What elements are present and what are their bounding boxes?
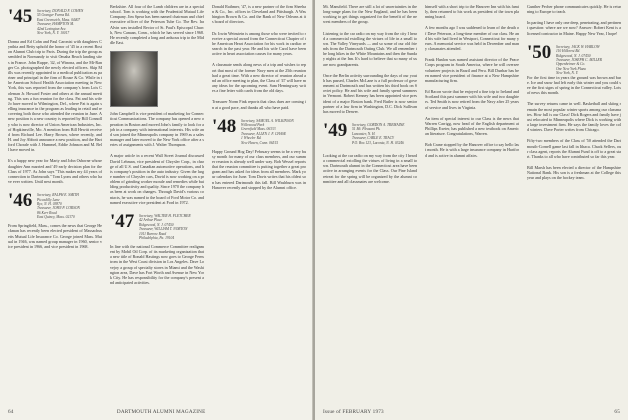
class-header-48 [212, 116, 306, 146]
class-secretary-info: Secretary, SAMUEL A. WILKINSON Willowood Park Greenfield Mass. 06333 Treasurer, ALLEN J. F. CHASE 1 Wheeler Rd. New Haven, Conn. 06515 [241, 118, 294, 145]
class-year-heading: '48 [212, 115, 237, 137]
page-footer-right [323, 409, 620, 415]
class-header-50 [527, 41, 621, 76]
magazine-title: DARTMOUTH ALUMNI MAGAZINE [116, 409, 206, 415]
class-notes-text: A major article in a recent Wall Street Journal discussed David Lehman, vice president of Chrysler Corp., in charge of all U.S. and Canadian automotive operations, and his company's position in the auto industry. Given the large number of Chrysler cars, David is now working on a problem of grinding worker morale and remedies while building productivity and quality. Since 1970 the company has been at work on changes. Through David's various contacts, he was named to the board of Ford Motor Co. and named executive vice president at Ford in 1972. [110, 153, 204, 205]
class-year-heading: '49 [323, 119, 348, 141]
class-notes-text: An item of special interest to our Class is the news that Warren Carrigg, now head of the English department at Phillips Exeter, has published a new textbook on American literature. Congratulations, Warren. [425, 115, 519, 137]
class-notes-text: Berkshire. All four of the Lamb children are in a special school. Tom is working with the Prudential Mutual Life Company. Jim Spear has been named chairman and chief executive officer of the Peterson Tube Co. The Rev. Ira Alvin was installed Rector of St. Paul's Episcopal Church, New Canaan, Conn., which he has served since 1968. He recently completed a long and arduous trip to the Middle East. [110, 4, 204, 46]
page-number: 64 [8, 409, 14, 415]
class-notes-text: Listening to the car radio on my way from the city I heard a commercial extolling the virtues of life in a small town. The Valley Vineyards — and so some of our old friends from the Dartmouth Outing Club. We all remember the long hikes in the White Mountains and then the Sunday nights at the Inn. It's hard to believe that so many of us are now grandparents. [323, 30, 417, 67]
class-notes-text: Mt. Mansfield. There are still a lot of uncertainties in the long-range plans for the New England, and he has been working to get things organized for the benefit of the newest members of the group. [323, 4, 417, 25]
class-notes-text: In parting I have only one deep, penetrating, and pertinent question: where are we now? Answer: Robert Kent is a licensed contractor in Maine. Happy New Year, I hope! [527, 20, 621, 36]
class-secretary-info: Secretary, DONALD F. COHEN 55 Granger Farms Rd. East Greenwich, Mass. 04407 Treasurer, HAMPTON M. 42nd Lexington Ave. New York, N. Y. 10017 [37, 9, 84, 36]
right-column-1 [323, 4, 417, 400]
class-notes-text: Dr. Irwin Weinstein is among those who were invited to receive a special award from the Connecticut Chapter of the American Heart Association for his work in cardiac research in the past year. He and his wife Carol have been active in heart association causes for many years. [212, 30, 306, 57]
class-notes-text: The survey returns came in well. Basketball and skiing remain the most popular winter sports among our classmates. How full is our Class! Dick Rogers and family have just relocated to Minneapolis where Dick is working with a large investment firm. He says the family loves the cold winters. Dave Porter writes from Chicago. [527, 101, 621, 133]
issue-date: Issue of FEBRUARY 1973 [323, 409, 384, 415]
class-notes-text: Once the Berlin activity surrounding the days of our youth has passed, Charles McLane is a full professor of government at Dartmouth and has written his third book on Soviet policy. He and his wife and family spend summers in Vermont. Robert Kenney has been appointed vice president of a major Boston bank. Fred Butler is now senior partner of a law firm in Washington, D.C. Dick Sullivan has moved to Denver. [323, 72, 417, 114]
class-year-heading: '45 [8, 6, 33, 27]
right-page [315, 0, 628, 420]
right-column-3 [527, 4, 621, 400]
class-notes-text: John Campbell is vice president of marketing for Connecticut Communications. The company has opened a new operation in Boston and moved John's family to look for a job in a company with international interests. His wife and son joined the Minneapolis company in 1969 as a sales manager and later moved to the New York office after a series of assignments with J. Walter Thompson. [110, 111, 204, 148]
class-notes-text: Treasurer Norm Fink reports that class dues are coming in at a good pace, and thanks all who have paid. [212, 99, 306, 110]
class-notes-text: For the first time in years the ground was brown and bare. Ice and snow had left early this winter and you could see the first signs of spring in the Connecticut valley. Lots of news this month. [527, 74, 621, 96]
class-notes-text: It's a happy new year for Marty and John Osborne whose daughter Ann married and '49 early decision plan for the Class of 1977. As John says "This makes my 44 years of connection to Dartmouth." Tom Lyons and others who have ever written. Until next month. [8, 158, 102, 185]
class-secretary-info: Secretary, GORDON A. TREMAINE 51 Mt. Pleasant Pk. Lancaster, N. H. Treasurer, CARLE E. TRACY P.O. Box 123, Laconia, N. H. 03246 [352, 122, 405, 145]
right-column-2 [425, 4, 519, 400]
class-secretary-info: Secretary, JACK W. HARLOW 110 Hillcrest Rd. Ridgewood, N. J. 07450 Treasurer, JOSEPH C. MILLER Oppenheimer & Co. One New York Plaza New York, N. Y. [556, 44, 602, 76]
class-notes-text: From Springfield, Mass., comes the news that George Heckman has recently been elected president of Massachusetts Mutual Life Insurance Co. George joined Mass. Mutual in 1946, was named group manager in 1960, senior vice president in 1966, and vice president in 1968. [8, 223, 102, 249]
class-secretary-info: Secretary, WALTER H. FLETCHER 42 Arthur Place Ridgewood, N. J. 07450 Treasurer, WILLIAM T. NORTON 1011 Barrow Road Philadelphia, Pa. 19104 [139, 213, 191, 240]
left-column-1 [8, 4, 102, 400]
class-secretary-info: Secretary, RALPH E. SMITH Piccadilly Lane Rye, N. H. 03870 Treasurer, JOHN P. CORSON 86 Kerr Road East Quincy, Mass. 02170 [37, 193, 80, 220]
portrait-photo [110, 51, 158, 107]
class-notes-text: Bill Marsh has been elected a director of the Hampshire National Bank. His son is a freshman at the College this year and plays on the hockey team. [527, 164, 621, 181]
class-notes-text: A classmate sends along news of a trip and wishes to report that most of the former Navy men at the 25th reunion had a great time. With a new director of reunion ahead and an office meeting to plan, the Class of '47 will have many ideas for the upcoming event. Sam Hemingway writes a fine letter with cards from the old days. [212, 62, 306, 94]
class-notes-text: himself with a short trip to the Hanover Inn with his family, then returned to his work as president of the town planning board. [425, 4, 519, 20]
class-notes-text: Fifty-two members of the Class of '50 attended the Dartmouth-Cornell game last fall in Ithaca. Chuck Sellers, our class agent, reports the Alumni Fund is off to a great start. Thanks to all who have contributed so far this year. [527, 138, 621, 159]
class-notes-text: Gunther Pecher phone communicates quickly. He is returning to Europe to teach. [527, 4, 621, 15]
left-column-3 [212, 4, 306, 400]
class-year-heading: '47 [110, 210, 135, 232]
class-notes-text: Ed Bacon wrote that he enjoyed a fine trip to Ireland and Scotland this past summer with his wife and two daughters. Ted Smith is now retired from the Navy after 25 years of service and lives in Virginia. [425, 89, 519, 110]
page-footer-left [8, 409, 205, 415]
class-header-46 [8, 190, 102, 220]
page-number: 65 [614, 409, 620, 415]
class-notes-text: Bob Crane stopped by the Hanover office to say hello last month. He is with a large insurance company in Hartford and is active in alumni affairs. [425, 142, 519, 158]
class-header-49 [323, 120, 417, 150]
class-notes-text: Donna and Ed Cohn and Paul Caronisi with daughters Cynthia and Betty uphold the honor of '45 in a recent Boston Alumni Club trip to Paris. During the trip the group assembled in Normandy to visit Omaha Beach landing sites in France. John Ruppe, '42, of Winona, and the Mi-Ranger Co. photographed the newly elected officers. Skip Mills was recently appointed to a medical publication as partner and principal in the firm of Rouse & Co. While in the American School Health Association meeting in New York, this was reported from the company's from Lois Coleman Jr. Howard Foster and others at the annual meeting. This was a fun reunion for the class. Pat and his wife Jo have moved to Wilmington, Del., where Pat is again selling insurance in the program as leading in retail and recovering both those who attended the reunion in June. A new position is a new country is reported by Bill Connolly who is now director of Union American Industries, Inc. of Hopkinsville, Mo. A mention from Bill Hewitt received from Richard Lee. Harry Brown, where recently, and H. and Joy Abbott announce a new position, and the Hartford Chorale with J. Hummel, Eddie Johnson and M. Bell have moved in. [8, 39, 102, 153]
class-notes-text: Happy Ground Hog Day! February seems to be a very busy month for many of our class members, and our summer reunion is already well under way. Bob Wessel reports that the reunion committee is putting together a great program and has asked for ideas from all members. Mark your calendars for June. Tom Davis writes that his oldest son has entered Dartmouth this fall. Bill Washburn was in Hanover recently and stopped by the Alumni office. [212, 148, 306, 190]
class-header-47 [110, 211, 204, 241]
class-notes-text: Donald Rathmer, '47, is a new partner of the firm Sheehan & Co., Inc. offices in Cleveland and Pittsburgh. A Washington Brown & Co. and the Bank of New Orleans at its board of directors. [212, 4, 306, 25]
left-column-2 [110, 4, 204, 400]
class-notes-text: A few months ago I was saddened to learn of the death of Dave Peterson, a long-time member of our class. He and his wife had lived in Westport, Connecticut for many years. A memorial service was held in December and many classmates attended. [425, 25, 519, 52]
class-year-heading: '50 [527, 41, 552, 63]
class-notes-text: In line with the national Commerce Committee realignment by Mobil Oil Corp. of its marketing organization that a new title of Ronald Hastings now goes to George Fernstrom in the West Coast division in Los Angeles. Dave Lovejoy a group of specialty stores in Miami and the Washington area, Dave has Fort Worth and Avenue in New York City. He has responsibility for the company's present and anticipated activities. [110, 243, 204, 285]
class-notes-text: Looking at the car radio on my way from the city I heard a commercial extolling the virtues of living in a small town. Dartmouth alumni in the Connecticut area have been active in arranging events for the Class. Our Pine Island retreat for the spring will be organized by the alumni committee and all classmates are welcome. [323, 152, 417, 184]
class-notes-text: Frank Hanlon was named assistant director of the Peace Corps program in South America, where he will oversee volunteer projects in Brazil and Peru. Bill Dunbar has been named vice president of finance at a New Hampshire manufacturing firm. [425, 57, 519, 83]
class-header-45 [8, 6, 102, 36]
class-year-heading: '46 [8, 190, 33, 212]
